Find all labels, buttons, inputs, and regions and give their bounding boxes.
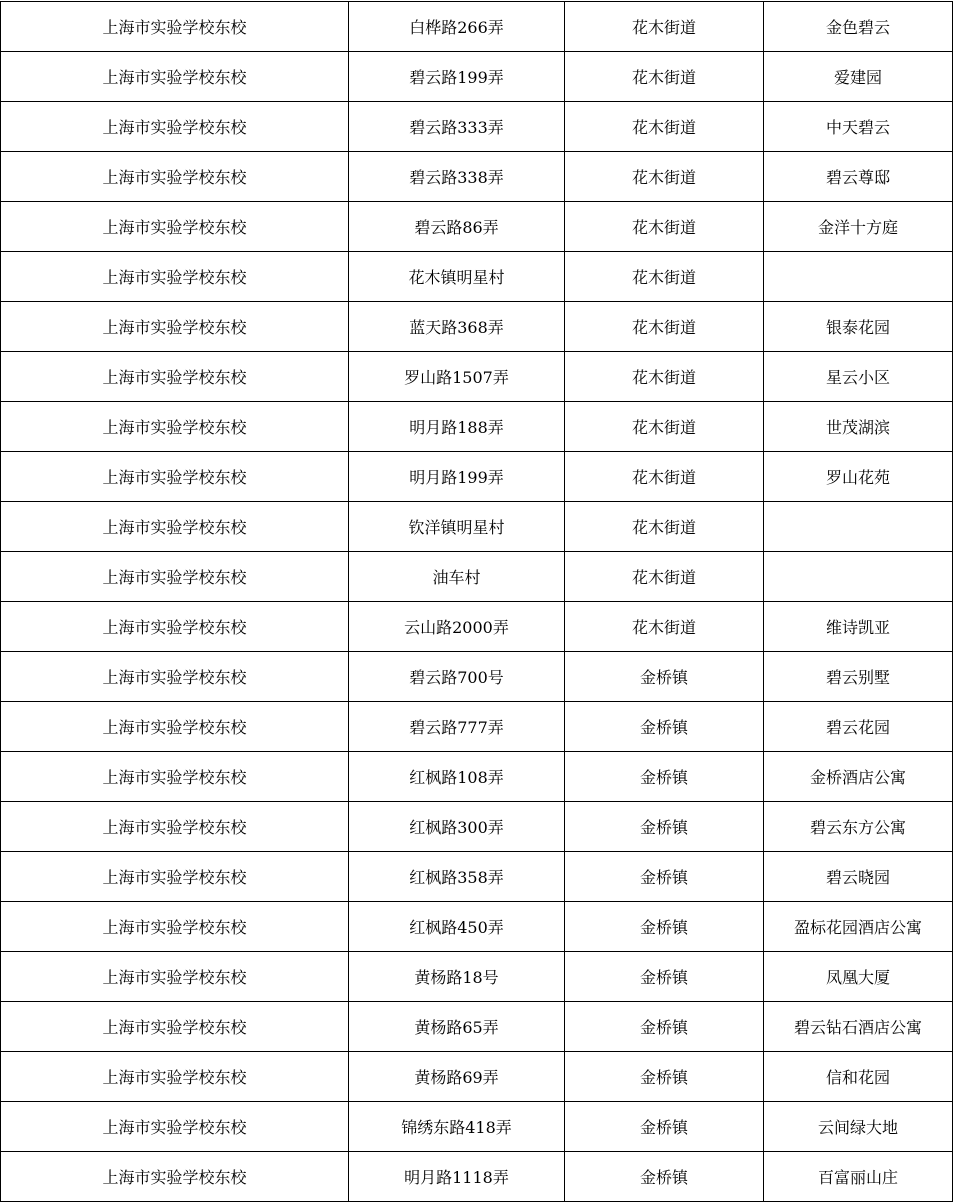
school-cell: 上海市实验学校东校 xyxy=(1,402,349,452)
street-cell: 花木街道 xyxy=(565,552,764,602)
street-cell: 金桥镇 xyxy=(565,752,764,802)
community-cell: 碧云东方公寓 xyxy=(764,802,953,852)
table-row xyxy=(1,452,953,502)
street-cell: 花木街道 xyxy=(565,502,764,552)
table-row xyxy=(1,602,953,652)
table-row xyxy=(1,202,953,252)
community-cell xyxy=(764,502,953,552)
address-cell: 碧云路86弄 xyxy=(349,202,565,252)
address-cell: 碧云路777弄 xyxy=(349,702,565,752)
street-cell: 花木街道 xyxy=(565,602,764,652)
school-district-table xyxy=(0,1,953,1202)
address-cell: 黄杨路69弄 xyxy=(349,1052,565,1102)
community-cell: 星云小区 xyxy=(764,352,953,402)
community-cell: 世茂湖滨 xyxy=(764,402,953,452)
community-cell: 银泰花园 xyxy=(764,302,953,352)
address-cell: 明月路1118弄 xyxy=(349,1152,565,1202)
address-cell: 罗山路1507弄 xyxy=(349,352,565,402)
street-cell: 花木街道 xyxy=(565,52,764,102)
table-row xyxy=(1,402,953,452)
street-cell: 花木街道 xyxy=(565,352,764,402)
community-cell: 凤凰大厦 xyxy=(764,952,953,1002)
community-cell: 金桥酒店公寓 xyxy=(764,752,953,802)
community-cell: 碧云钻石酒店公寓 xyxy=(764,1002,953,1052)
table-row xyxy=(1,252,953,302)
school-cell: 上海市实验学校东校 xyxy=(1,902,349,952)
table-row xyxy=(1,1102,953,1152)
address-cell: 红枫路108弄 xyxy=(349,752,565,802)
address-cell: 钦洋镇明星村 xyxy=(349,502,565,552)
address-cell: 锦绣东路418弄 xyxy=(349,1102,565,1152)
street-cell: 花木街道 xyxy=(565,252,764,302)
address-cell: 碧云路700号 xyxy=(349,652,565,702)
school-cell: 上海市实验学校东校 xyxy=(1,52,349,102)
street-cell: 金桥镇 xyxy=(565,652,764,702)
school-cell: 上海市实验学校东校 xyxy=(1,102,349,152)
table-row xyxy=(1,552,953,602)
school-cell: 上海市实验学校东校 xyxy=(1,1102,349,1152)
table-row xyxy=(1,502,953,552)
school-cell: 上海市实验学校东校 xyxy=(1,702,349,752)
community-cell: 信和花园 xyxy=(764,1052,953,1102)
table-row xyxy=(1,902,953,952)
table-body xyxy=(1,2,953,1202)
community-cell: 百富丽山庄 xyxy=(764,1152,953,1202)
community-cell: 金色碧云 xyxy=(764,2,953,52)
address-cell: 油车村 xyxy=(349,552,565,602)
table-row xyxy=(1,802,953,852)
school-cell: 上海市实验学校东校 xyxy=(1,352,349,402)
community-cell: 碧云别墅 xyxy=(764,652,953,702)
address-cell: 黄杨路18号 xyxy=(349,952,565,1002)
street-cell: 花木街道 xyxy=(565,2,764,52)
community-cell xyxy=(764,552,953,602)
street-cell: 金桥镇 xyxy=(565,702,764,752)
school-cell: 上海市实验学校东校 xyxy=(1,752,349,802)
address-cell: 红枫路300弄 xyxy=(349,802,565,852)
street-cell: 金桥镇 xyxy=(565,1152,764,1202)
table-row xyxy=(1,702,953,752)
table-row xyxy=(1,1152,953,1202)
street-cell: 金桥镇 xyxy=(565,1002,764,1052)
table-row xyxy=(1,302,953,352)
community-cell: 维诗凯亚 xyxy=(764,602,953,652)
street-cell: 花木街道 xyxy=(565,402,764,452)
community-cell: 云间绿大地 xyxy=(764,1102,953,1152)
community-cell xyxy=(764,252,953,302)
table-row xyxy=(1,102,953,152)
address-cell: 碧云路199弄 xyxy=(349,52,565,102)
table-row xyxy=(1,1052,953,1102)
community-cell: 爱建园 xyxy=(764,52,953,102)
address-cell: 碧云路338弄 xyxy=(349,152,565,202)
street-cell: 花木街道 xyxy=(565,152,764,202)
street-cell: 花木街道 xyxy=(565,202,764,252)
address-cell: 明月路199弄 xyxy=(349,452,565,502)
table-row xyxy=(1,1002,953,1052)
community-cell: 碧云花园 xyxy=(764,702,953,752)
school-cell: 上海市实验学校东校 xyxy=(1,502,349,552)
street-cell: 金桥镇 xyxy=(565,1102,764,1152)
school-cell: 上海市实验学校东校 xyxy=(1,1152,349,1202)
community-cell: 碧云尊邸 xyxy=(764,152,953,202)
school-cell: 上海市实验学校东校 xyxy=(1,202,349,252)
street-cell: 金桥镇 xyxy=(565,952,764,1002)
school-cell: 上海市实验学校东校 xyxy=(1,552,349,602)
street-cell: 花木街道 xyxy=(565,102,764,152)
table-row xyxy=(1,2,953,52)
table-row xyxy=(1,52,953,102)
street-cell: 花木街道 xyxy=(565,452,764,502)
address-cell: 花木镇明星村 xyxy=(349,252,565,302)
school-cell: 上海市实验学校东校 xyxy=(1,802,349,852)
table-row xyxy=(1,852,953,902)
table-row xyxy=(1,752,953,802)
school-cell: 上海市实验学校东校 xyxy=(1,2,349,52)
community-cell: 碧云晓园 xyxy=(764,852,953,902)
table-row xyxy=(1,152,953,202)
address-cell: 蓝天路368弄 xyxy=(349,302,565,352)
school-cell: 上海市实验学校东校 xyxy=(1,602,349,652)
school-cell: 上海市实验学校东校 xyxy=(1,452,349,502)
table-row xyxy=(1,352,953,402)
table-row xyxy=(1,652,953,702)
school-cell: 上海市实验学校东校 xyxy=(1,1052,349,1102)
table-row xyxy=(1,952,953,1002)
address-cell: 黄杨路65弄 xyxy=(349,1002,565,1052)
street-cell: 花木街道 xyxy=(565,302,764,352)
community-cell: 中天碧云 xyxy=(764,102,953,152)
street-cell: 金桥镇 xyxy=(565,852,764,902)
community-cell: 盈标花园酒店公寓 xyxy=(764,902,953,952)
street-cell: 金桥镇 xyxy=(565,902,764,952)
address-cell: 碧云路333弄 xyxy=(349,102,565,152)
street-cell: 金桥镇 xyxy=(565,1052,764,1102)
school-cell: 上海市实验学校东校 xyxy=(1,952,349,1002)
school-cell: 上海市实验学校东校 xyxy=(1,302,349,352)
school-cell: 上海市实验学校东校 xyxy=(1,252,349,302)
address-cell: 红枫路450弄 xyxy=(349,902,565,952)
address-cell: 白桦路266弄 xyxy=(349,2,565,52)
school-cell: 上海市实验学校东校 xyxy=(1,652,349,702)
community-cell: 罗山花苑 xyxy=(764,452,953,502)
school-cell: 上海市实验学校东校 xyxy=(1,852,349,902)
community-cell: 金洋十方庭 xyxy=(764,202,953,252)
street-cell: 金桥镇 xyxy=(565,802,764,852)
address-cell: 红枫路358弄 xyxy=(349,852,565,902)
address-cell: 明月路188弄 xyxy=(349,402,565,452)
school-cell: 上海市实验学校东校 xyxy=(1,152,349,202)
address-cell: 云山路2000弄 xyxy=(349,602,565,652)
school-cell: 上海市实验学校东校 xyxy=(1,1002,349,1052)
